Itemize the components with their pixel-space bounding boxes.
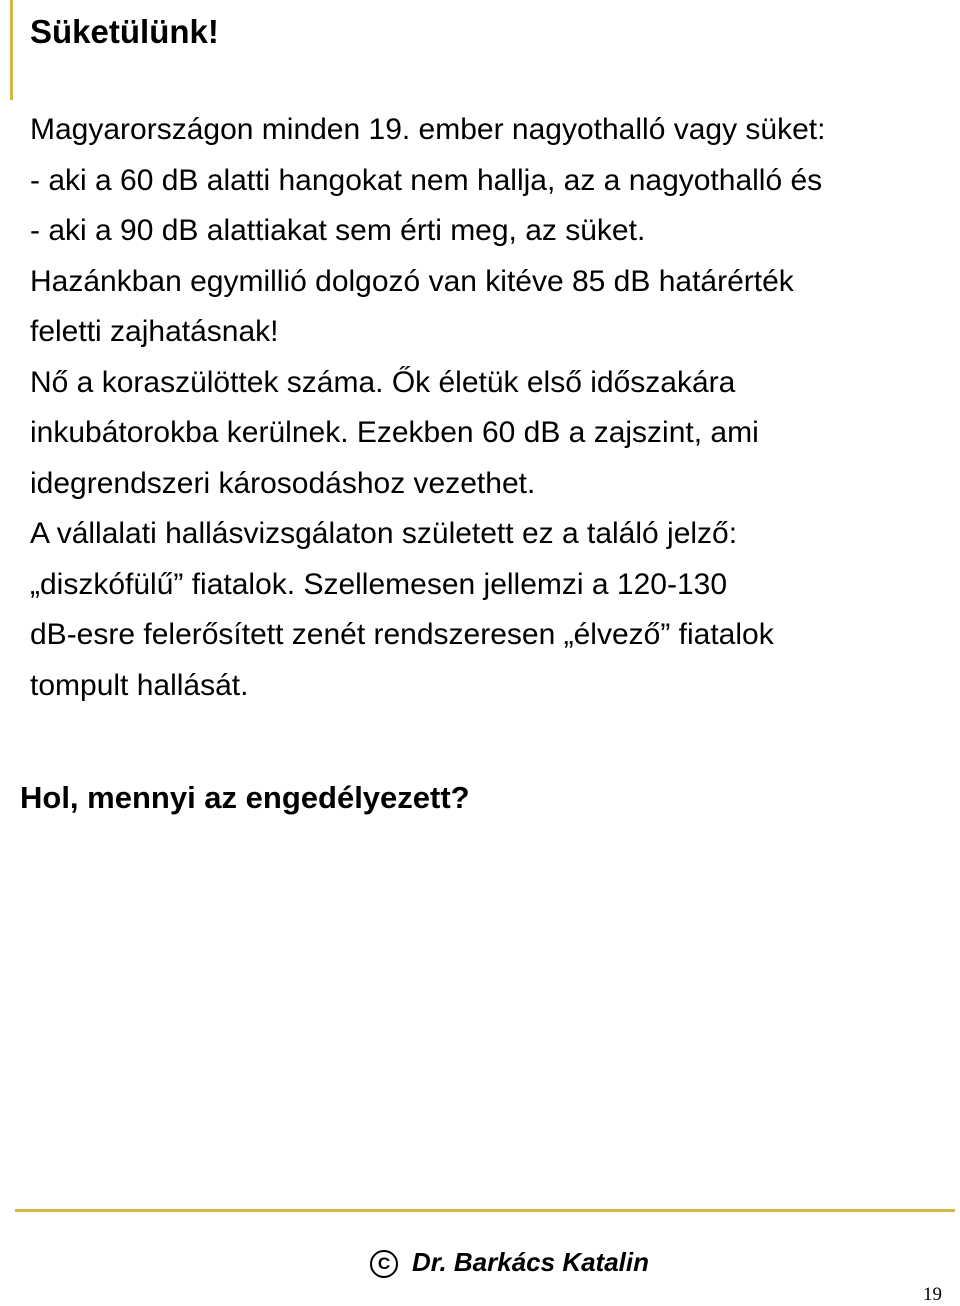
body-line: Magyarországon minden 19. ember nagyothalló vagy süket: [30,113,826,146]
body-line: tompult hallását. [30,668,249,702]
body-line: - aki a 60 dB alatti hangokat nem hallja, az a nagyothalló és [30,163,823,197]
body-line: A vállalati hallásvizsgálaton született ez a találó jelző: [30,517,738,550]
footer-credit [370,1244,649,1280]
question-heading: Hol, mennyi az engedélyezett? [20,780,470,815]
accent-bar-vertical [10,0,13,100]
body-line: idegrendszeri károsodáshoz vezethet. [30,466,536,500]
body-line: inkubátorokba kerülnek. Ezekben 60 dB a zajszint, ami [30,416,759,449]
footer-divider [15,1209,955,1212]
author-name: Dr. Barkács Katalin [412,1247,650,1277]
body-line: Hazánkban egymillió dolgozó van kitéve 85 dB határérték [30,264,794,298]
copyright-icon: C [370,1250,398,1278]
body-line: „diszkófülű” fiatalok. Szellemesen jellemzi a 120-130 [30,567,728,601]
body-line: feletti zajhatásnak! [30,315,279,348]
slide-title: Süketülünk! [30,13,219,50]
body-text [30,105,955,711]
body-line: - aki a 90 dB alattiakat sem érti meg, az süket. [30,214,646,247]
body-line: Nő a koraszülöttek száma. Ők életük első időszakára [30,365,736,399]
page-number: 19 [923,1284,942,1305]
body-line: dB-esre felerősített zenét rendszeresen „élvező” fiatalok [30,618,774,651]
